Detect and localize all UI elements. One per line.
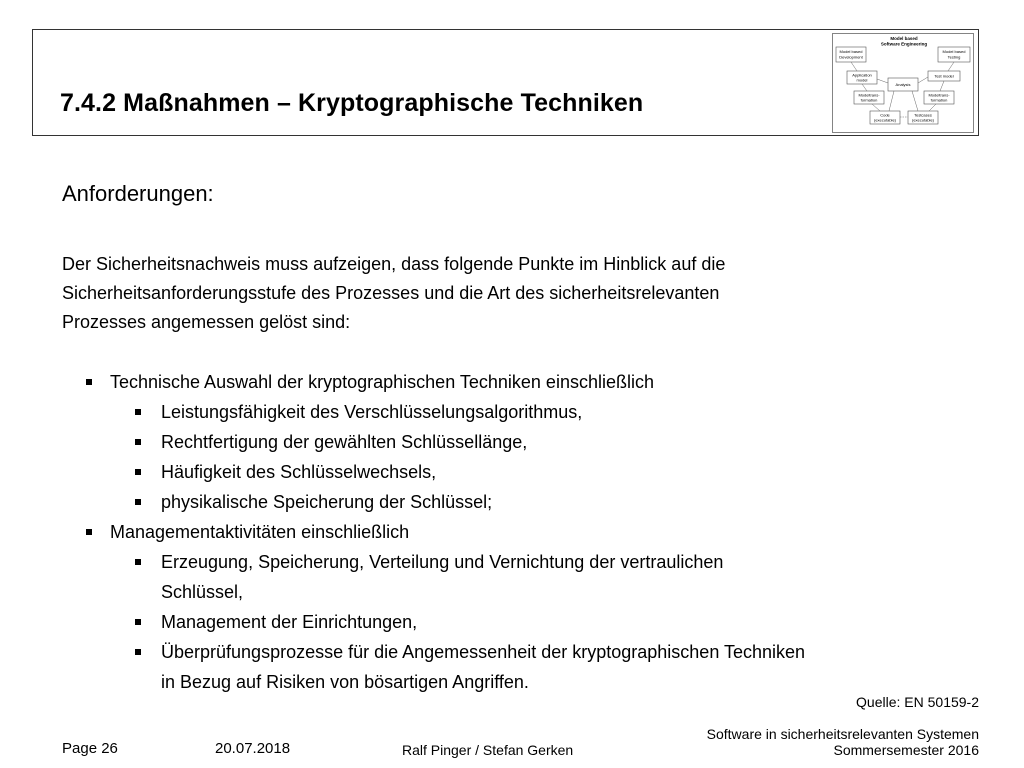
bullet-item xyxy=(0,517,1024,547)
intro-line: Der Sicherheitsnachweis muss aufzeigen, dass folgende Punkte im Hinblick auf die xyxy=(62,254,726,274)
diagram-title-2: Software Engineering xyxy=(880,41,928,47)
sub-bullet-text: in Bezug auf Risiken von bösartigen Angriffen. xyxy=(161,672,529,692)
box-mbd-label-1: Model based xyxy=(839,49,863,54)
intro-paragraph xyxy=(62,250,962,337)
sub-bullet-item xyxy=(0,637,1024,667)
bullet-square-icon xyxy=(135,649,141,655)
footer-course-info xyxy=(707,726,979,758)
footer-semester: Sommersemester 2016 xyxy=(833,742,979,758)
bullet-square-icon xyxy=(135,559,141,565)
bullet-square-icon xyxy=(86,529,92,535)
section-heading: Anforderungen: xyxy=(62,181,214,206)
bullet-square-icon xyxy=(86,379,92,385)
box-mbt-label-1: Model based xyxy=(942,49,966,54)
sub-bullet-text: Erzeugung, Speicherung, Verteilung und Vernichtung der vertraulichen xyxy=(161,552,724,572)
box-code-label-2: (executable) xyxy=(873,117,897,123)
sub-bullet-item xyxy=(0,397,1024,427)
slide-title: 7.4.2 Maßnahmen – Kryptographische Techniken xyxy=(60,89,644,117)
intro-line: Sicherheitsanforderungsstufe des Prozesses und die Art des sicherheitsrelevanten xyxy=(62,283,720,303)
footer-course-title: Software in sicherheitsrelevanten Systemen xyxy=(706,726,979,742)
bullet-square-icon xyxy=(135,439,141,445)
bullet-square-icon xyxy=(135,469,141,475)
sub-bullet-item xyxy=(0,547,1024,577)
sub-bullet-item xyxy=(0,457,1024,487)
box-app-label-2: model xyxy=(856,77,868,83)
sub-bullet-item xyxy=(0,487,1024,517)
bullet-text: Managementaktivitäten einschließlich xyxy=(110,522,410,542)
box-trans-right-label-1: Modeltrans- xyxy=(928,92,950,98)
sub-bullet-text: Rechtfertigung der gewählten Schlüssellänge, xyxy=(161,432,528,452)
bullet-text: Technische Auswahl der kryptographischen Techniken einschließlich xyxy=(110,372,654,392)
bullet-square-icon xyxy=(135,499,141,505)
diagram-title-1: Model based xyxy=(890,36,918,41)
sub-bullet-text: Schlüssel, xyxy=(161,582,244,602)
box-trans-right-label-2: formation xyxy=(930,97,948,103)
mbse-diagram-svg xyxy=(832,33,974,133)
sub-bullet-text: Überprüfungsprozesse für die Angemessenheit der kryptographischen Techniken xyxy=(161,642,806,662)
sub-bullet-continuation xyxy=(0,577,1024,607)
sub-bullet-continuation xyxy=(0,667,1024,697)
sub-bullet-item xyxy=(0,607,1024,637)
bullet-item xyxy=(0,367,1024,397)
bullet-list xyxy=(0,367,1024,697)
box-app-label-1: Application xyxy=(852,72,872,78)
bullet-square-icon xyxy=(135,409,141,415)
box-mbt-label-2: Testing xyxy=(947,54,961,60)
footer-page-number: Page 26 xyxy=(62,740,118,757)
box-testcases-label-1: Testcases xyxy=(914,112,932,118)
sub-bullet-text: Management der Einrichtungen, xyxy=(161,612,418,632)
box-trans-left-label-1: Modeltrans- xyxy=(858,92,880,98)
sub-bullet-text: Leistungsfähigkeit des Verschlüsselungsalgorithmus, xyxy=(161,402,583,422)
sub-bullet-text: physikalische Speicherung der Schlüssel; xyxy=(161,492,493,512)
box-analysis-label: Analysis xyxy=(895,82,911,87)
source-citation: Quelle: EN 50159-2 xyxy=(856,694,979,710)
sub-bullet-text: Häufigkeit des Schlüsselwechsels, xyxy=(161,462,437,482)
footer-authors: Ralf Pinger / Stefan Gerken xyxy=(402,742,574,758)
footer-date: 20.07.2018 xyxy=(215,740,291,757)
intro-line: Prozesses angemessen gelöst sind: xyxy=(62,312,351,332)
box-test-label: Test model xyxy=(934,73,954,79)
bullet-square-icon xyxy=(135,619,141,625)
box-trans-left-label-2: formation xyxy=(860,97,878,103)
box-testcases-label-2: (executable) xyxy=(911,117,935,123)
sub-bullet-item xyxy=(0,427,1024,457)
mbse-diagram xyxy=(832,33,974,133)
box-code-label-1: Code xyxy=(880,112,890,118)
box-mbd-label-2: Development xyxy=(839,54,863,60)
